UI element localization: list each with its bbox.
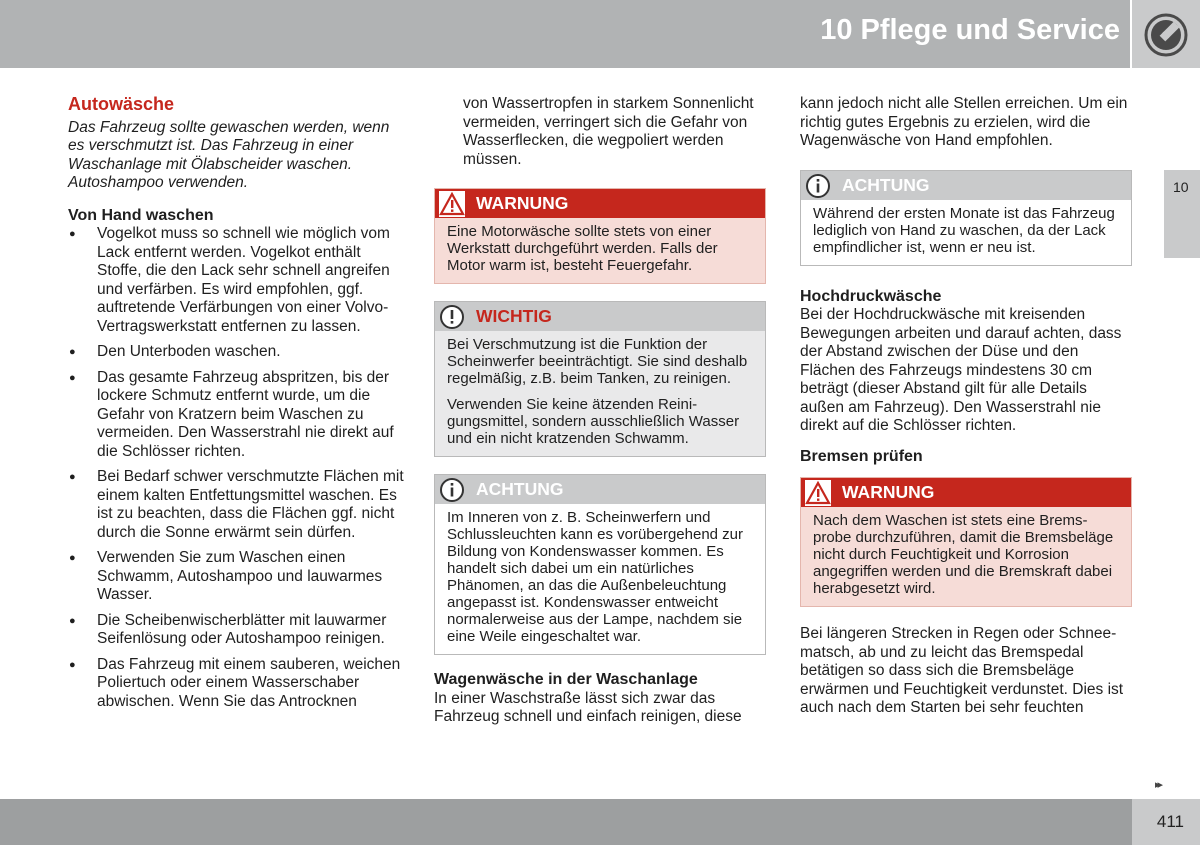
note-text: Während der ersten Monate ist das Fahrzeug lediglich von Hand zu waschen, da der Lack empfindlicher ist, wenn er neu ist. [801, 200, 1131, 265]
continuation-text: von Wassertropfen in starkem Sonnenlicht vermeiden, verringert sich die Gefahr von Wasserflecken, die wegpoliert werden müssen. [463, 95, 754, 168]
warning-triangle-icon [805, 480, 831, 506]
important-box [434, 301, 766, 457]
important-text-1: Bei Verschmutzung ist die Funktion der Scheinwerfer beeinträchtigt. Sie sind deshalb regelmäßig, z.B. beim Tanken, zu reinigen. [447, 336, 748, 387]
note-label: ACHTUNG [842, 174, 930, 195]
important-label: WICHTIG [476, 306, 552, 326]
section-title: Autowäsche [68, 94, 175, 114]
list-item: ● Das Fahrzeug mit einem sauberen, weichen Poliertuch oder einem Wasserschaber abwischen. Wenn Sie das Antrocknen [68, 656, 404, 712]
exclamation-icon [439, 304, 465, 330]
warning-triangle-icon [439, 191, 465, 217]
next-page-arrows-icon: ▸▸ [1155, 779, 1161, 791]
list-item: ● Vogelkot muss so schnell wie möglich vom Lack entfernt werden. Vogelkot enthält Stoffe, die den Lack sehr schnell angreifen und verfärben. Es wird empfohlen, ggf. auftretende Verfärbungen von einer Volvo-Vertragswerkstatt entfernen zu lassen. [68, 225, 404, 336]
warning-box [800, 477, 1132, 607]
important-text-2: Verwenden Sie keine ätzenden Reinigungsmittel, sondern ausschließlich Wasser und ein nicht kratzenden Schwamm. [447, 396, 740, 447]
info-icon [439, 477, 465, 503]
info-icon [805, 173, 831, 199]
list-item: ● Verwenden Sie zum Waschen einen Schwamm, Autoshampoo und lauwarmes Wasser. [68, 549, 404, 605]
warning-text: Eine Motorwäsche sollte stets von einer Werkstatt durchgeführt werden. Falls der Motor warm ist, besteht Feuergefahr. [435, 218, 765, 283]
footer-bar [0, 799, 1200, 845]
note-header [435, 475, 765, 504]
warning-header [435, 189, 765, 218]
intro-text: Das Fahrzeug sollte gewaschen werden, wenn es verschmutzt ist. Das Fahrzeug in einer Waschanlage mit Ölabscheider waschen. Autoshampoo verwenden. [68, 118, 390, 191]
note-box [800, 170, 1132, 266]
column-3 [800, 95, 1132, 718]
list-item: ● Den Unterboden waschen. [68, 343, 404, 362]
column-1 [68, 95, 404, 718]
subheading-hand-wash: Von Hand waschen [68, 206, 214, 224]
car-wash-text: In einer Waschstraße lässt sich zwar das Fahrzeug schnell und einfach reinigen, diese [434, 689, 742, 725]
important-header [435, 302, 765, 331]
warning-label: WARNUNG [476, 193, 569, 213]
continuation-text: kann jedoch nicht alle Stellen erreichen. Um ein richtig gutes Ergebnis zu erzielen, wird die Wagenwäsche von Hand empfohlen. [800, 95, 1128, 149]
pressure-wash-text: Bei der Hochdruckwäsche mit kreisenden Bewegungen arbeiten und darauf achten, dass der Abstand zwischen der Düse und den Flächen des Fahrzeugs mindestens 30 cm beträgt (dieser Abstand gilt für alle Details außen am Fahrzeug). Den Wasserstrahl nie direkt auf die Schlösser richten. [800, 306, 1122, 434]
header-icon-box [1132, 0, 1200, 68]
brakes-text: Bei längeren Strecken in Regen oder Schneematsch, ab und zu leicht das Bremspedal betätigen so dass sich die Bremsbeläge erwärmen und Feuchtigkeit verdunstet. Dies ist auch nach dem Starten bei sehr feuchten [800, 625, 1124, 716]
bullet-list [68, 225, 404, 711]
note-text: Im Inneren von z. B. Scheinwerfern und Schlussleuchten kann es vorübergehend zur Bildung von Kondenswasser kommen. Es handelt sich dabei um ein natürliches Phänomen, an das die Außenbeleuchtung angepasst ist. Kondenswasser entweicht normalerweise aus der Lampe, nachdem sie eine Weile eingeschaltet war. [435, 504, 765, 654]
subheading-pressure-wash: Hochdruckwäsche [800, 287, 942, 305]
list-item: ● Bei Bedarf schwer verschmutzte Flächen mit einem kalten Entfettungsmittel waschen. Es ist zu beachten, dass die Flächen ggf. nicht durch die Sonne erwärmt sein dürfen. [68, 468, 404, 542]
warning-text: Nach dem Waschen ist stets eine Bremsprobe durchzuführen, damit die Bremsbeläge nicht durch Feuchtigkeit und Korrosion angegriffen werden und die Bremskraft dabei herabgesetzt wird. [801, 507, 1131, 606]
wrench-gear-icon [1143, 12, 1189, 58]
chapter-tab[interactable] [1164, 170, 1200, 258]
column-2 [434, 95, 766, 727]
warning-header [801, 478, 1131, 507]
chapter-tab-label: 10 [1173, 179, 1189, 195]
warning-label: WARNUNG [842, 482, 935, 502]
subheading-car-wash: Wagenwäsche in der Waschanlage [434, 671, 698, 688]
warning-box [434, 188, 766, 284]
list-item: ● Das gesamte Fahrzeug abspritzen, bis der lockere Schmutz entfernt wurde, um die Gefahr von Kratzern beim Waschen zu vermeiden. Den Wasserstrahl nie direkt auf die Schlösser richten. [68, 369, 404, 462]
important-text [435, 331, 765, 456]
note-header [801, 171, 1131, 200]
note-box [434, 474, 766, 655]
note-label: ACHTUNG [476, 479, 564, 499]
chapter-title: 10 Pflege und Service [820, 14, 1120, 46]
list-item: ● Die Scheibenwischerblätter mit lauwarmer Seifenlösung oder Autoshampoo reinigen. [68, 612, 404, 649]
subheading-brakes: Bremsen prüfen [800, 447, 923, 465]
page-number: 411 [1156, 812, 1184, 831]
